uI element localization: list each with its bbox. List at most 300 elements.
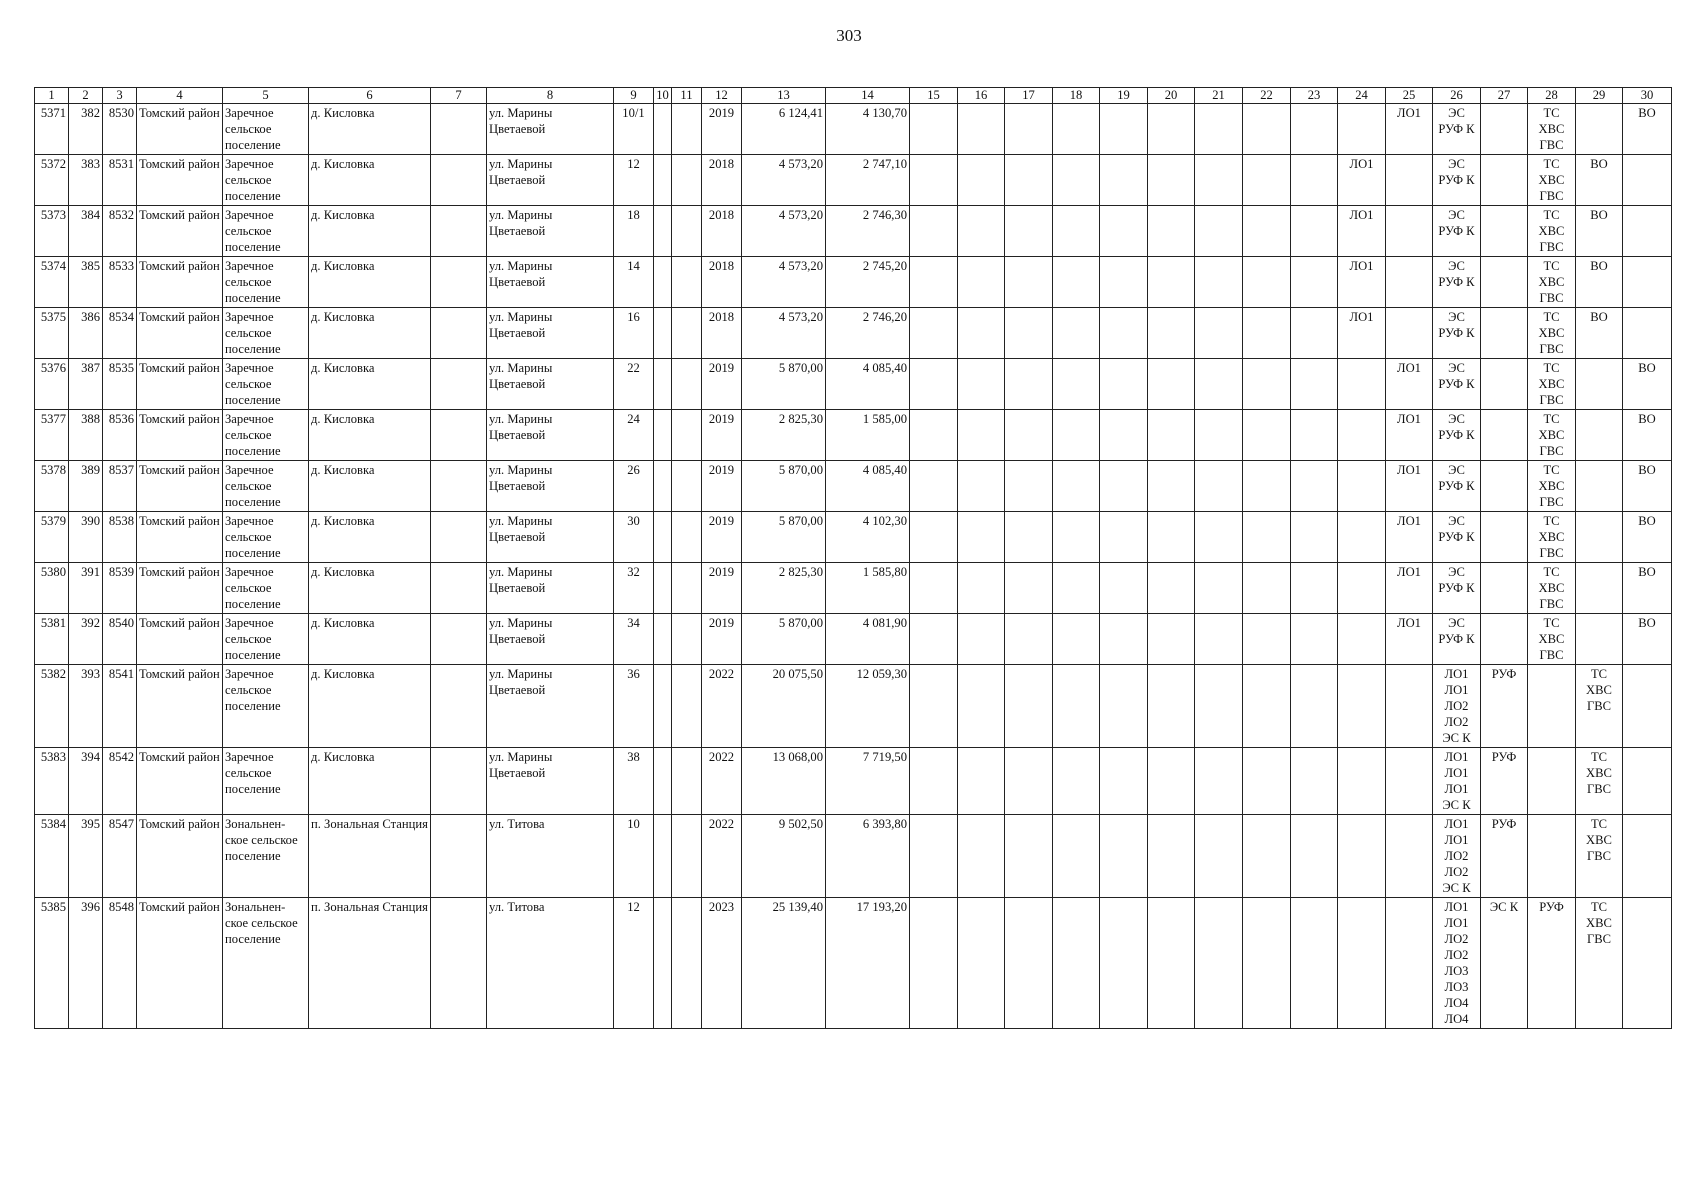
cell-col-28: ТС ХВС ГВС	[1528, 308, 1576, 359]
cell-col-19	[1100, 815, 1148, 898]
cell-col-6: д. Кисловка	[309, 257, 431, 308]
cell-col-30: ВО	[1623, 359, 1672, 410]
cell-col-11	[672, 665, 702, 748]
column-number: 23	[1291, 88, 1338, 104]
cell-col-26: ЛО1 ЛО1 ЛО2 ЛО2 ЭС К	[1433, 815, 1481, 898]
cell-col-24: ЛО1	[1338, 206, 1386, 257]
cell-col-4: Томский район	[137, 206, 223, 257]
cell-col-5: Зональнен-ское сельское поселение	[223, 815, 309, 898]
cell-col-7	[431, 359, 487, 410]
cell-col-24	[1338, 461, 1386, 512]
cell-col-23	[1291, 512, 1338, 563]
cell-col-22	[1243, 461, 1291, 512]
registry-table	[34, 87, 1672, 1029]
cell-col-18	[1053, 748, 1100, 815]
cell-col-2: 392	[69, 614, 103, 665]
cell-col-19	[1100, 665, 1148, 748]
cell-col-10	[654, 614, 672, 665]
cell-col-23	[1291, 308, 1338, 359]
cell-col-21	[1195, 461, 1243, 512]
cell-col-3: 8542	[103, 748, 137, 815]
cell-col-30: ВО	[1623, 461, 1672, 512]
cell-col-10	[654, 748, 672, 815]
cell-col-18	[1053, 665, 1100, 748]
cell-col-3: 8538	[103, 512, 137, 563]
cell-col-26: ЭС РУФ К	[1433, 359, 1481, 410]
cell-col-6: д. Кисловка	[309, 614, 431, 665]
cell-col-28: ТС ХВС ГВС	[1528, 257, 1576, 308]
cell-col-19	[1100, 898, 1148, 1029]
cell-col-18	[1053, 563, 1100, 614]
cell-col-25	[1386, 748, 1433, 815]
cell-col-18	[1053, 410, 1100, 461]
cell-col-20	[1148, 155, 1195, 206]
cell-col-28: ТС ХВС ГВС	[1528, 104, 1576, 155]
cell-col-15	[910, 898, 958, 1029]
table-row	[35, 748, 1672, 815]
cell-col-15	[910, 104, 958, 155]
cell-col-16	[958, 308, 1005, 359]
cell-col-24: ЛО1	[1338, 155, 1386, 206]
cell-col-26: ЭС РУФ К	[1433, 206, 1481, 257]
cell-col-20	[1148, 748, 1195, 815]
cell-col-14: 2 745,20	[826, 257, 910, 308]
cell-col-28: ТС ХВС ГВС	[1528, 563, 1576, 614]
cell-col-25	[1386, 257, 1433, 308]
cell-col-27	[1481, 410, 1528, 461]
cell-col-11	[672, 104, 702, 155]
cell-col-20	[1148, 815, 1195, 898]
cell-col-18	[1053, 898, 1100, 1029]
cell-col-2: 395	[69, 815, 103, 898]
cell-col-9: 14	[614, 257, 654, 308]
table-row	[35, 410, 1672, 461]
column-number: 9	[614, 88, 654, 104]
cell-col-17	[1005, 206, 1053, 257]
cell-col-20	[1148, 359, 1195, 410]
cell-col-22	[1243, 308, 1291, 359]
cell-col-26: ЭС РУФ К	[1433, 614, 1481, 665]
cell-col-5: Заречное сельское поселение	[223, 665, 309, 748]
cell-col-8: ул. Марины Цветаевой	[487, 461, 614, 512]
cell-col-30	[1623, 665, 1672, 748]
cell-col-23	[1291, 257, 1338, 308]
cell-col-24	[1338, 563, 1386, 614]
cell-col-20	[1148, 461, 1195, 512]
cell-col-29	[1576, 104, 1623, 155]
cell-col-14: 4 085,40	[826, 359, 910, 410]
cell-col-25: ЛО1	[1386, 359, 1433, 410]
cell-col-8: ул. Марины Цветаевой	[487, 748, 614, 815]
column-number: 17	[1005, 88, 1053, 104]
cell-col-9: 36	[614, 665, 654, 748]
cell-col-7	[431, 206, 487, 257]
cell-col-29	[1576, 614, 1623, 665]
cell-col-1: 5374	[35, 257, 69, 308]
cell-col-10	[654, 512, 672, 563]
cell-col-17	[1005, 308, 1053, 359]
cell-col-18	[1053, 257, 1100, 308]
cell-col-18	[1053, 206, 1100, 257]
cell-col-15	[910, 614, 958, 665]
cell-col-6: д. Кисловка	[309, 308, 431, 359]
cell-col-3: 8537	[103, 461, 137, 512]
cell-col-12: 2023	[702, 898, 742, 1029]
cell-col-10	[654, 206, 672, 257]
cell-col-25	[1386, 665, 1433, 748]
cell-col-1: 5377	[35, 410, 69, 461]
cell-col-24	[1338, 614, 1386, 665]
cell-col-24	[1338, 815, 1386, 898]
cell-col-21	[1195, 155, 1243, 206]
cell-col-15	[910, 512, 958, 563]
cell-col-13: 6 124,41	[742, 104, 826, 155]
cell-col-10	[654, 410, 672, 461]
cell-col-30	[1623, 815, 1672, 898]
cell-col-29	[1576, 563, 1623, 614]
cell-col-6: д. Кисловка	[309, 461, 431, 512]
cell-col-19	[1100, 563, 1148, 614]
cell-col-12: 2019	[702, 512, 742, 563]
cell-col-16	[958, 410, 1005, 461]
page-number: 303	[836, 26, 862, 45]
cell-col-28	[1528, 665, 1576, 748]
column-number-row	[35, 88, 1672, 104]
cell-col-9: 10	[614, 815, 654, 898]
cell-col-27: РУФ	[1481, 665, 1528, 748]
cell-col-22	[1243, 563, 1291, 614]
cell-col-23	[1291, 898, 1338, 1029]
cell-col-29: ВО	[1576, 155, 1623, 206]
cell-col-5: Заречное сельское поселение	[223, 155, 309, 206]
cell-col-25	[1386, 815, 1433, 898]
cell-col-29	[1576, 410, 1623, 461]
cell-col-27: РУФ	[1481, 815, 1528, 898]
cell-col-3: 8541	[103, 665, 137, 748]
column-number: 10	[654, 88, 672, 104]
column-number: 22	[1243, 88, 1291, 104]
cell-col-7	[431, 563, 487, 614]
cell-col-9: 18	[614, 206, 654, 257]
cell-col-19	[1100, 206, 1148, 257]
cell-col-29	[1576, 359, 1623, 410]
cell-col-14: 4 081,90	[826, 614, 910, 665]
cell-col-21	[1195, 665, 1243, 748]
cell-col-30	[1623, 155, 1672, 206]
column-number: 4	[137, 88, 223, 104]
cell-col-21	[1195, 206, 1243, 257]
cell-col-19	[1100, 748, 1148, 815]
cell-col-27	[1481, 512, 1528, 563]
cell-col-11	[672, 614, 702, 665]
column-number: 6	[309, 88, 431, 104]
cell-col-25	[1386, 206, 1433, 257]
cell-col-4: Томский район	[137, 614, 223, 665]
cell-col-7	[431, 461, 487, 512]
cell-col-26: ЛО1 ЛО1 ЛО2 ЛО2 ЭС К	[1433, 665, 1481, 748]
cell-col-20	[1148, 308, 1195, 359]
cell-col-9: 22	[614, 359, 654, 410]
cell-col-23	[1291, 461, 1338, 512]
cell-col-14: 6 393,80	[826, 815, 910, 898]
cell-col-4: Томский район	[137, 748, 223, 815]
cell-col-26: ЭС РУФ К	[1433, 512, 1481, 563]
cell-col-10	[654, 665, 672, 748]
table-row	[35, 512, 1672, 563]
cell-col-26: ЭС РУФ К	[1433, 308, 1481, 359]
cell-col-15	[910, 308, 958, 359]
cell-col-14: 4 085,40	[826, 461, 910, 512]
cell-col-28: ТС ХВС ГВС	[1528, 155, 1576, 206]
cell-col-7	[431, 410, 487, 461]
cell-col-20	[1148, 563, 1195, 614]
cell-col-2: 396	[69, 898, 103, 1029]
cell-col-14: 2 747,10	[826, 155, 910, 206]
cell-col-21	[1195, 410, 1243, 461]
cell-col-8: ул. Марины Цветаевой	[487, 155, 614, 206]
cell-col-22	[1243, 898, 1291, 1029]
cell-col-6: д. Кисловка	[309, 359, 431, 410]
column-number: 5	[223, 88, 309, 104]
cell-col-7	[431, 104, 487, 155]
cell-col-13: 25 139,40	[742, 898, 826, 1029]
cell-col-28: ТС ХВС ГВС	[1528, 206, 1576, 257]
cell-col-23	[1291, 104, 1338, 155]
table-row	[35, 206, 1672, 257]
column-number: 20	[1148, 88, 1195, 104]
cell-col-27	[1481, 461, 1528, 512]
cell-col-11	[672, 308, 702, 359]
cell-col-9: 32	[614, 563, 654, 614]
cell-col-15	[910, 563, 958, 614]
cell-col-10	[654, 815, 672, 898]
cell-col-14: 2 746,30	[826, 206, 910, 257]
cell-col-30	[1623, 257, 1672, 308]
cell-col-28: ТС ХВС ГВС	[1528, 410, 1576, 461]
cell-col-20	[1148, 206, 1195, 257]
cell-col-2: 390	[69, 512, 103, 563]
cell-col-8: ул. Марины Цветаевой	[487, 206, 614, 257]
cell-col-5: Зональнен-ское сельское поселение	[223, 898, 309, 1029]
cell-col-7	[431, 512, 487, 563]
cell-col-17	[1005, 155, 1053, 206]
cell-col-29: ТС ХВС ГВС	[1576, 815, 1623, 898]
cell-col-24	[1338, 410, 1386, 461]
cell-col-30: ВО	[1623, 410, 1672, 461]
cell-col-5: Заречное сельское поселение	[223, 563, 309, 614]
cell-col-9: 24	[614, 410, 654, 461]
cell-col-1: 5384	[35, 815, 69, 898]
cell-col-4: Томский район	[137, 308, 223, 359]
cell-col-22	[1243, 410, 1291, 461]
cell-col-30: ВО	[1623, 563, 1672, 614]
cell-col-26: ЭС РУФ К	[1433, 563, 1481, 614]
cell-col-26: ЭС РУФ К	[1433, 461, 1481, 512]
cell-col-18	[1053, 512, 1100, 563]
table-row	[35, 359, 1672, 410]
cell-col-19	[1100, 461, 1148, 512]
cell-col-17	[1005, 898, 1053, 1029]
cell-col-9: 16	[614, 308, 654, 359]
cell-col-1: 5381	[35, 614, 69, 665]
cell-col-26: ЭС РУФ К	[1433, 155, 1481, 206]
cell-col-14: 4 102,30	[826, 512, 910, 563]
cell-col-18	[1053, 461, 1100, 512]
cell-col-2: 389	[69, 461, 103, 512]
cell-col-29	[1576, 461, 1623, 512]
cell-col-18	[1053, 308, 1100, 359]
column-number: 28	[1528, 88, 1576, 104]
cell-col-30	[1623, 898, 1672, 1029]
cell-col-17	[1005, 257, 1053, 308]
cell-col-17	[1005, 410, 1053, 461]
cell-col-6: д. Кисловка	[309, 512, 431, 563]
cell-col-1: 5379	[35, 512, 69, 563]
cell-col-10	[654, 104, 672, 155]
cell-col-25	[1386, 898, 1433, 1029]
cell-col-6: д. Кисловка	[309, 410, 431, 461]
cell-col-13: 13 068,00	[742, 748, 826, 815]
cell-col-3: 8531	[103, 155, 137, 206]
cell-col-24	[1338, 359, 1386, 410]
cell-col-24	[1338, 512, 1386, 563]
cell-col-30: ВО	[1623, 512, 1672, 563]
cell-col-14: 1 585,80	[826, 563, 910, 614]
cell-col-1: 5385	[35, 898, 69, 1029]
cell-col-20	[1148, 410, 1195, 461]
cell-col-16	[958, 665, 1005, 748]
cell-col-21	[1195, 512, 1243, 563]
cell-col-19	[1100, 308, 1148, 359]
cell-col-29: ВО	[1576, 308, 1623, 359]
cell-col-25: ЛО1	[1386, 104, 1433, 155]
column-number: 24	[1338, 88, 1386, 104]
cell-col-21	[1195, 359, 1243, 410]
cell-col-3: 8547	[103, 815, 137, 898]
cell-col-10	[654, 308, 672, 359]
cell-col-4: Томский район	[137, 257, 223, 308]
column-number: 13	[742, 88, 826, 104]
cell-col-9: 10/1	[614, 104, 654, 155]
cell-col-4: Томский район	[137, 898, 223, 1029]
cell-col-4: Томский район	[137, 563, 223, 614]
cell-col-19	[1100, 614, 1148, 665]
cell-col-4: Томский район	[137, 815, 223, 898]
table-row	[35, 614, 1672, 665]
cell-col-7	[431, 665, 487, 748]
cell-col-25: ЛО1	[1386, 461, 1433, 512]
cell-col-12: 2019	[702, 104, 742, 155]
cell-col-11	[672, 815, 702, 898]
cell-col-2: 391	[69, 563, 103, 614]
cell-col-27	[1481, 563, 1528, 614]
cell-col-3: 8534	[103, 308, 137, 359]
cell-col-10	[654, 898, 672, 1029]
cell-col-20	[1148, 104, 1195, 155]
cell-col-6: д. Кисловка	[309, 155, 431, 206]
cell-col-3: 8530	[103, 104, 137, 155]
cell-col-9: 34	[614, 614, 654, 665]
cell-col-25	[1386, 308, 1433, 359]
cell-col-16	[958, 748, 1005, 815]
cell-col-18	[1053, 815, 1100, 898]
cell-col-13: 2 825,30	[742, 563, 826, 614]
cell-col-4: Томский район	[137, 155, 223, 206]
cell-col-22	[1243, 155, 1291, 206]
cell-col-11	[672, 410, 702, 461]
cell-col-18	[1053, 155, 1100, 206]
column-number: 7	[431, 88, 487, 104]
cell-col-27	[1481, 104, 1528, 155]
column-number: 3	[103, 88, 137, 104]
cell-col-5: Заречное сельское поселение	[223, 206, 309, 257]
cell-col-8: ул. Марины Цветаевой	[487, 665, 614, 748]
cell-col-15	[910, 815, 958, 898]
cell-col-25: ЛО1	[1386, 563, 1433, 614]
cell-col-24	[1338, 104, 1386, 155]
cell-col-13: 4 573,20	[742, 155, 826, 206]
cell-col-11	[672, 155, 702, 206]
cell-col-25: ЛО1	[1386, 512, 1433, 563]
cell-col-22	[1243, 614, 1291, 665]
cell-col-29: ВО	[1576, 206, 1623, 257]
cell-col-19	[1100, 155, 1148, 206]
cell-col-2: 388	[69, 410, 103, 461]
cell-col-1: 5375	[35, 308, 69, 359]
cell-col-17	[1005, 815, 1053, 898]
cell-col-15	[910, 461, 958, 512]
cell-col-11	[672, 461, 702, 512]
cell-col-26: ЛО1 ЛО1 ЛО1 ЭС К	[1433, 748, 1481, 815]
cell-col-24: ЛО1	[1338, 308, 1386, 359]
column-number: 25	[1386, 88, 1433, 104]
cell-col-19	[1100, 359, 1148, 410]
cell-col-7	[431, 898, 487, 1029]
cell-col-9: 12	[614, 155, 654, 206]
cell-col-4: Томский район	[137, 104, 223, 155]
cell-col-22	[1243, 665, 1291, 748]
cell-col-3: 8536	[103, 410, 137, 461]
column-number: 14	[826, 88, 910, 104]
cell-col-7	[431, 614, 487, 665]
cell-col-24	[1338, 665, 1386, 748]
cell-col-21	[1195, 748, 1243, 815]
cell-col-5: Заречное сельское поселение	[223, 308, 309, 359]
cell-col-27	[1481, 359, 1528, 410]
cell-col-7	[431, 815, 487, 898]
cell-col-28: РУФ	[1528, 898, 1576, 1029]
cell-col-10	[654, 257, 672, 308]
cell-col-13: 4 573,20	[742, 206, 826, 257]
cell-col-1: 5376	[35, 359, 69, 410]
cell-col-16	[958, 155, 1005, 206]
cell-col-10	[654, 461, 672, 512]
cell-col-19	[1100, 104, 1148, 155]
column-number: 18	[1053, 88, 1100, 104]
cell-col-2: 387	[69, 359, 103, 410]
cell-col-16	[958, 512, 1005, 563]
cell-col-3: 8540	[103, 614, 137, 665]
cell-col-3: 8535	[103, 359, 137, 410]
cell-col-27: РУФ	[1481, 748, 1528, 815]
cell-col-15	[910, 665, 958, 748]
cell-col-11	[672, 748, 702, 815]
cell-col-23	[1291, 614, 1338, 665]
cell-col-3: 8532	[103, 206, 137, 257]
cell-col-27	[1481, 614, 1528, 665]
cell-col-17	[1005, 748, 1053, 815]
cell-col-27	[1481, 155, 1528, 206]
